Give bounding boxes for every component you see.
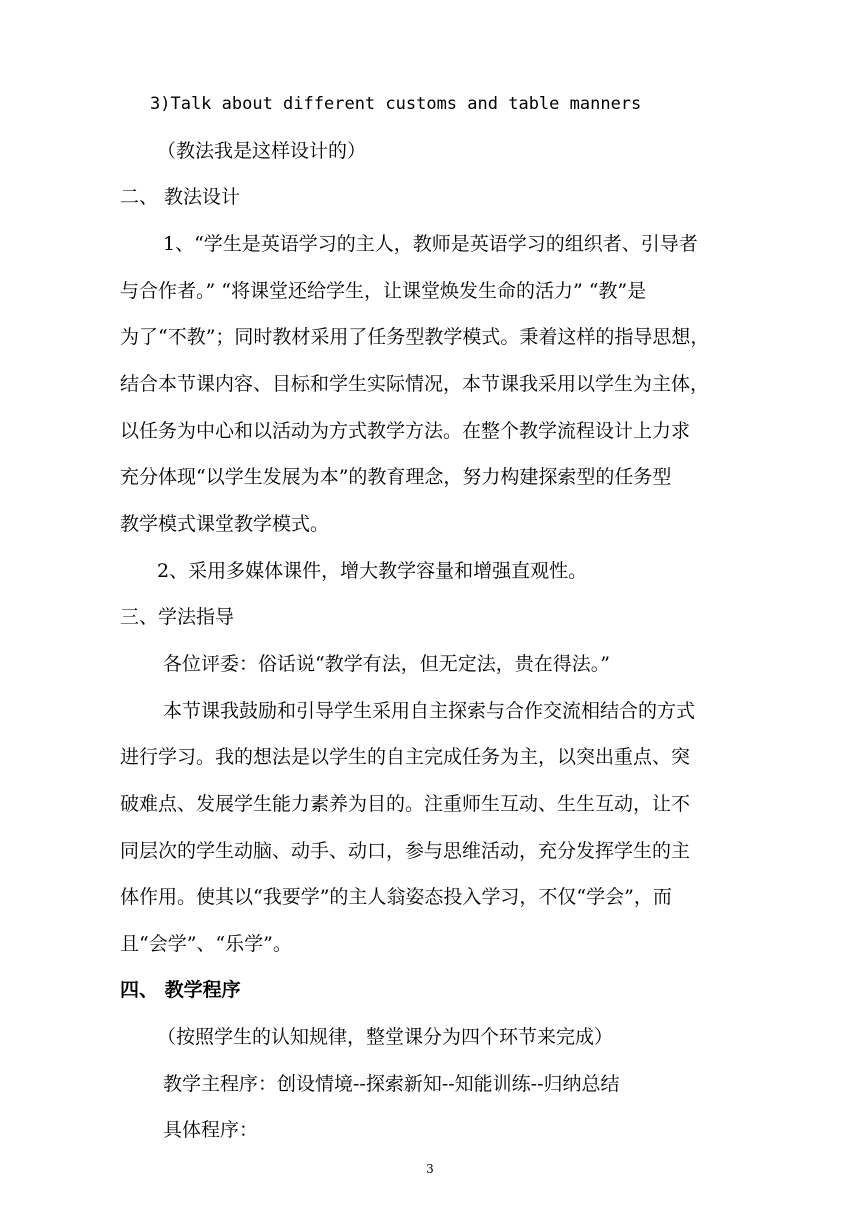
paragraph-line: 2、采用多媒体课件，增大教学容量和增强直观性。 <box>157 560 588 582</box>
section-heading-teaching-design: 二、 教法设计 <box>120 186 241 208</box>
teaching-method-note: （教法我是这样设计的） <box>157 140 367 162</box>
paragraph-line: 为了“不教”；同时教材采用了任务型教学模式。秉着这样的指导思想， <box>120 326 710 348</box>
paragraph-line: 以任务为中心和以活动为方式教学方法。在整个教学流程设计上力求 <box>120 420 691 442</box>
paragraph-line: 体作用。使其以“我要学”的主人翁姿态投入学习，不仅“学会”，而 <box>120 886 672 908</box>
section-heading-teaching-procedure: 四、 教学程序 <box>120 979 241 1001</box>
paragraph-line: 各位评委：俗话说“教学有法，但无定法，贵在得法。” <box>163 653 610 675</box>
paragraph-line: 破难点、发展学生能力素养为目的。注重师生互动、生生互动，让不 <box>120 793 691 815</box>
paragraph-line: 充分体现“以学生发展为本”的教育理念，努力构建探索型的任务型 <box>120 466 672 488</box>
paragraph-line: 1、“学生是英语学习的主人，教师是英语学习的组织者、引导者 <box>163 233 698 255</box>
paragraph-line: 具体程序： <box>163 1119 259 1141</box>
paragraph-line: 教学主程序：创设情境--探索新知--知能训练--归纳总结 <box>163 1073 620 1095</box>
paragraph-line: 同层次的学生动脑、动手、动口，参与思维活动，充分发挥学生的主 <box>120 840 691 862</box>
list-item-talk-customs: 3)Talk about different customs and table manners <box>150 94 642 114</box>
paragraph-line: 本节课我鼓励和引导学生采用自主探索与合作交流相结合的方式 <box>163 700 696 722</box>
paragraph-line: 与合作者。” “将课堂还给学生，让课堂焕发生命的活力” “教”是 <box>120 280 647 302</box>
paragraph-line: 进行学习。我的想法是以学生的自主完成任务为主，以突出重点、突 <box>120 746 691 768</box>
page-number: 3 <box>426 1162 434 1176</box>
paragraph-line: 教学模式课堂教学模式。 <box>120 513 330 535</box>
paragraph-line: （按照学生的认知规律，整堂课分为四个环节来完成） <box>157 1026 614 1048</box>
section-heading-learning-guidance: 三、学法指导 <box>120 606 235 628</box>
paragraph-line: 且“会学”、“乐学”。 <box>120 933 292 955</box>
paragraph-line: 结合本节课内容、目标和学生实际情况，本节课我采用以学生为主体， <box>120 373 710 395</box>
